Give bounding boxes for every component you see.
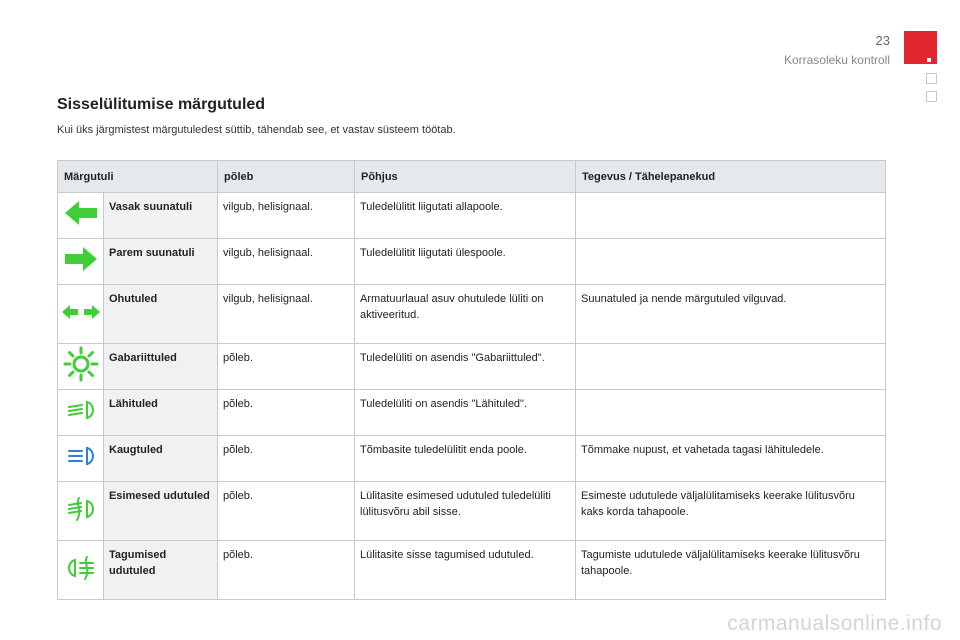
page-heading: Sisselülitumise märgutuled — [57, 96, 266, 113]
indicator-action — [576, 239, 886, 285]
indicator-cause: Tuledelülitit liigutati allapoole. — [355, 193, 576, 239]
indicator-state: vilgub, helisignaal. — [218, 285, 355, 344]
section-title: Korrasoleku kontroll — [783, 53, 890, 67]
indicator-name: Gabariittuled — [104, 344, 218, 390]
indicator-name: Parem suunatuli — [104, 239, 218, 285]
left-arrow-icon — [63, 199, 99, 227]
col-header-state: põleb — [218, 161, 355, 193]
chapter-tab-dot — [927, 58, 931, 62]
indicator-action — [576, 193, 886, 239]
indicator-state: põleb. — [218, 436, 355, 482]
indicator-name: Esimesed udutuled — [104, 482, 218, 541]
chapter-tab-empty[interactable] — [926, 91, 937, 102]
indicator-icon-cell — [58, 541, 104, 600]
col-header-action: Tegevus / Tähelepanekud — [576, 161, 886, 193]
indicator-state: põleb. — [218, 344, 355, 390]
table-row — [58, 541, 886, 600]
col-header-indicator: Märgutuli — [58, 161, 218, 193]
indicator-icon-cell — [58, 482, 104, 541]
table-row — [58, 436, 886, 482]
indicator-cause: Tõmbasite tuledelülitit enda poole. — [355, 436, 576, 482]
page-number: 23 — [875, 33, 890, 48]
indicator-icon-cell — [58, 285, 104, 344]
table-row — [58, 285, 886, 344]
sidelights-icon — [63, 346, 99, 382]
indicator-icon-cell — [58, 390, 104, 436]
table-row — [58, 239, 886, 285]
intro-text: Kui üks järgmistest märgutuledest süttib, tähendab see, et vastav süsteem töötab. — [57, 124, 456, 136]
right-arrow-icon — [63, 245, 99, 273]
indicator-name: Kaugtuled — [104, 436, 218, 482]
indicator-action — [576, 390, 886, 436]
table-row — [58, 482, 886, 541]
indicator-name: Lähituled — [104, 390, 218, 436]
indicator-cause: Tuledelülitit liigutati ülespoole. — [355, 239, 576, 285]
indicator-name: Ohutuled — [104, 285, 218, 344]
front-fog-icon — [65, 496, 97, 522]
indicator-state: vilgub, helisignaal. — [218, 239, 355, 285]
indicator-state: põleb. — [218, 541, 355, 600]
indicator-icon-cell — [58, 436, 104, 482]
indicator-cause: Armatuurlaual asuv ohutulede lüliti on aktiveeritud. — [355, 285, 576, 344]
indicator-state: põleb. — [218, 482, 355, 541]
indicator-table — [57, 160, 886, 600]
indicator-icon-cell — [58, 239, 104, 285]
indicator-cause: Tuledelüliti on asendis "Gabariittuled". — [355, 344, 576, 390]
indicator-icon-cell — [58, 344, 104, 390]
indicator-state: põleb. — [218, 390, 355, 436]
low-beam-icon — [65, 398, 97, 422]
indicator-cause: Lülitasite sisse tagumised udutuled. — [355, 541, 576, 600]
table-row — [58, 390, 886, 436]
chapter-tab-empty[interactable] — [926, 73, 937, 84]
chapter-tab[interactable] — [904, 31, 937, 64]
indicator-name: Vasak suunatuli — [104, 193, 218, 239]
rear-fog-icon — [65, 555, 97, 581]
indicator-action: Suunatuled ja nende märgutuled vilguvad. — [576, 285, 886, 344]
col-header-cause: Põhjus — [355, 161, 576, 193]
table-row — [58, 344, 886, 390]
indicator-icon-cell — [58, 193, 104, 239]
hazard-arrows-icon — [61, 302, 101, 322]
indicator-action — [576, 344, 886, 390]
indicator-state: vilgub, helisignaal. — [218, 193, 355, 239]
indicator-cause: Lülitasite esimesed udutuled tuledelüliti lülitusvõru abil sisse. — [355, 482, 576, 541]
indicator-name: Tagumised udutuled — [104, 541, 218, 600]
indicator-cause: Tuledelüliti on asendis "Lähituled". — [355, 390, 576, 436]
indicator-action: Tagumiste udutulede väljalülitamiseks keerake lülitusvõru tahapoole. — [576, 541, 886, 600]
high-beam-icon — [65, 444, 97, 468]
indicator-action: Tõmmake nupust, et vahetada tagasi lähituledele. — [576, 436, 886, 482]
indicator-action: Esimeste udutulede väljalülitamiseks keerake lülitusvõru kaks korda tahapoole. — [576, 482, 886, 541]
table-row — [58, 193, 886, 239]
table-header-row — [58, 161, 886, 193]
watermark: carmanualsonline.info — [727, 612, 942, 635]
